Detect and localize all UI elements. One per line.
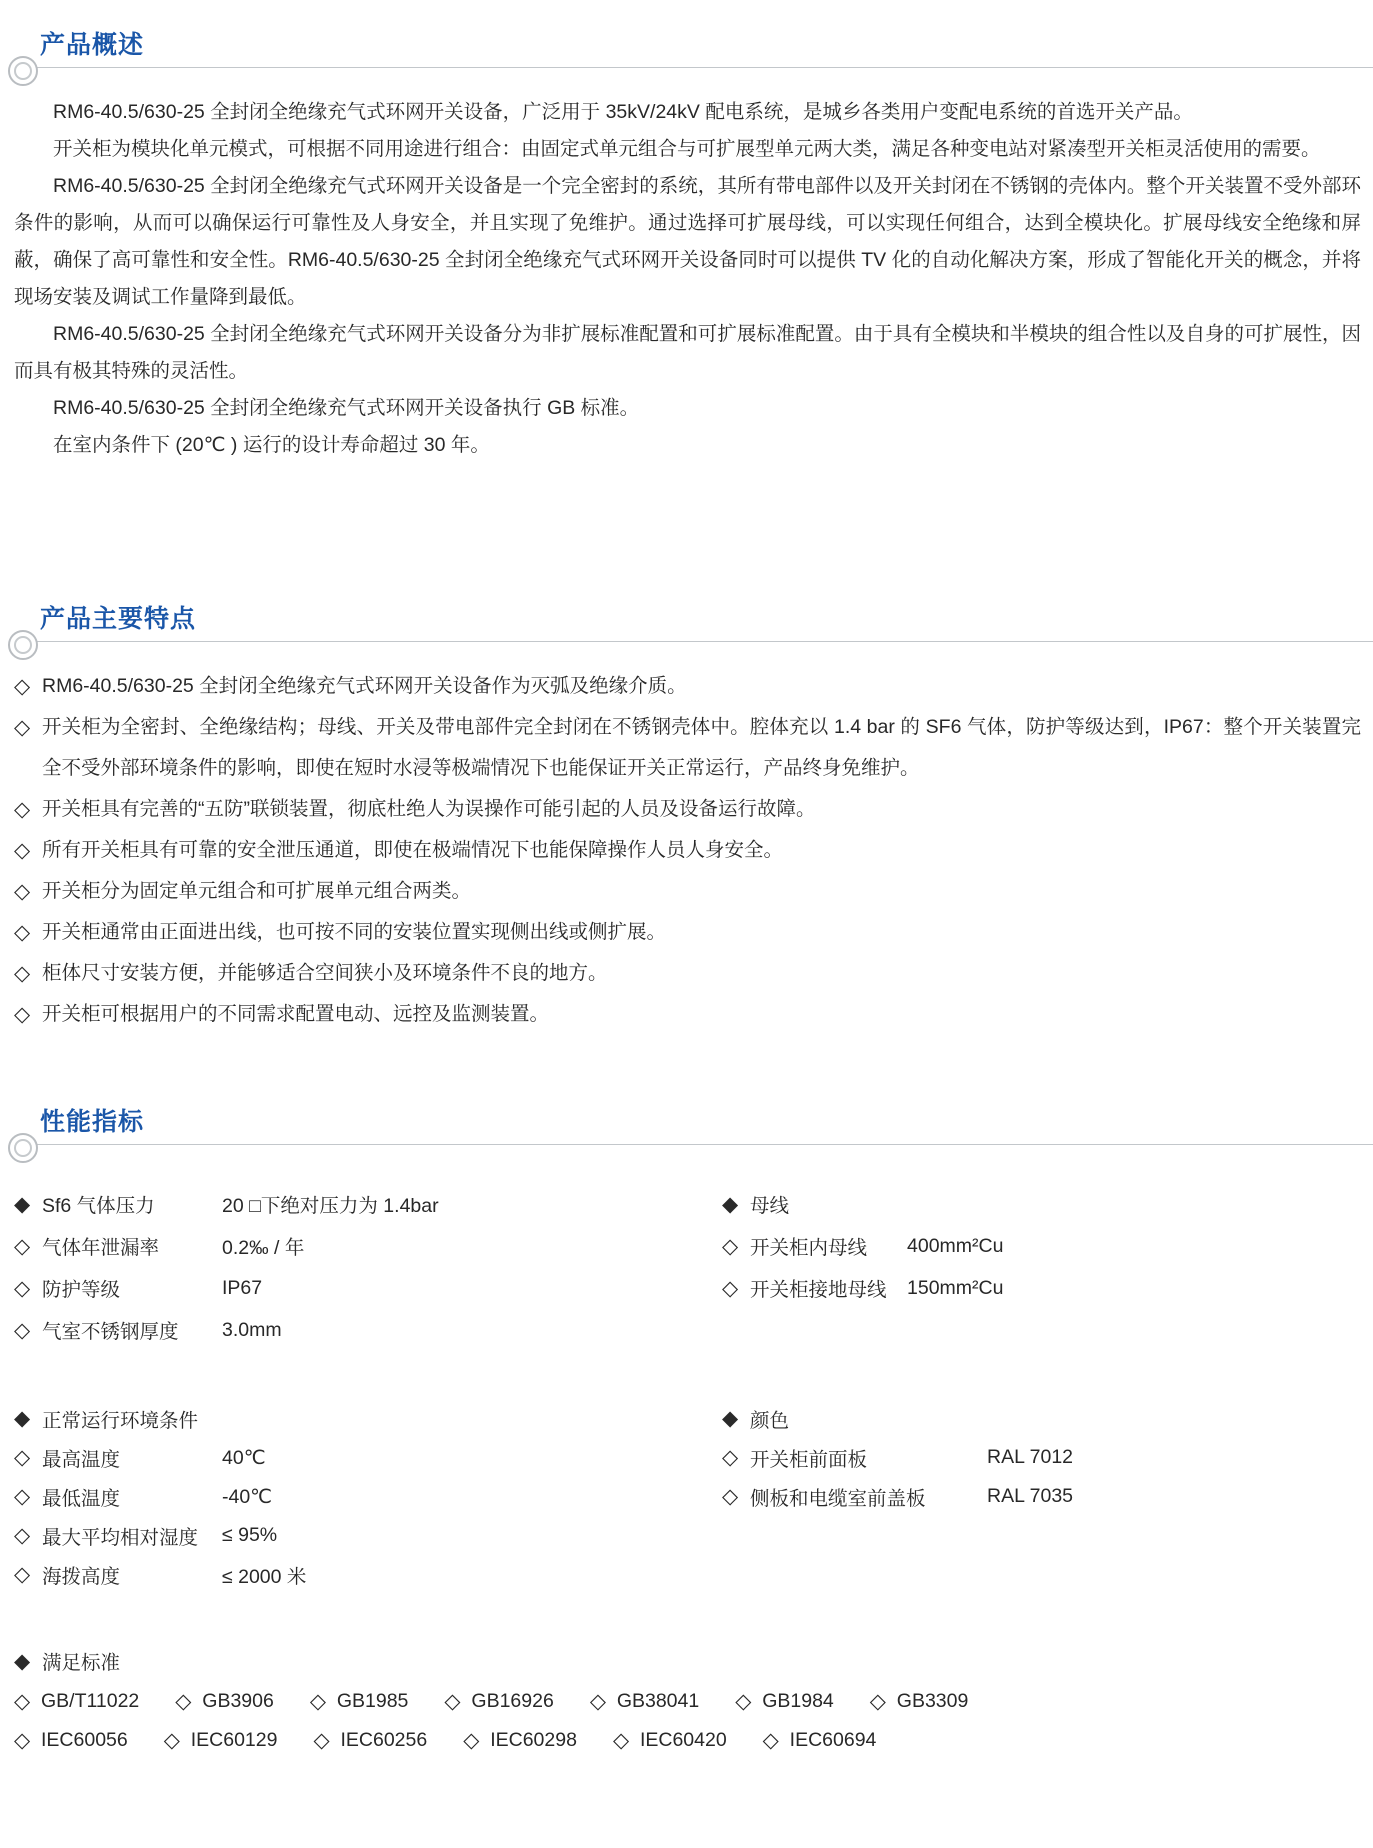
feature-text: 开关柜为全密封、全绝缘结构；母线、开关及带电部件完全封闭在不锈钢壳体中。腔体充以 1.4 bar 的 SF6 气体，防护等级达到，IP67：整个开关装置完全不受外部环境条件的影响，即使在短时水浸等极端情况下也能保证开关正常运行，产品终身免维护。 (42, 716, 1361, 779)
spec-label: 最低温度 (42, 1487, 121, 1510)
feature-item (14, 666, 1361, 707)
diamond-icon: ◇ (14, 1485, 31, 1508)
spec-label: 开关柜接地母线 (750, 1279, 887, 1301)
spec-value: 20 □下绝对压力为 1.4bar (222, 1195, 439, 1217)
diamond-icon: ◇ (762, 1729, 779, 1752)
spec-row (14, 1309, 722, 1351)
standard-item (164, 1728, 278, 1753)
feature-item (14, 830, 1361, 871)
standard-item (613, 1728, 727, 1753)
diamond-filled-icon: ◆ (722, 1407, 739, 1430)
section-divider (12, 641, 1373, 642)
spec-value: 40℃ (222, 1446, 266, 1469)
overview-paragraph: RM6-40.5/630-25 全封闭全绝缘充气式环网开关设备执行 GB 标准。 (53, 397, 640, 419)
diamond-icon: ◇ (14, 880, 31, 903)
spec-row (14, 1183, 722, 1225)
diamond-icon: ◇ (722, 1276, 739, 1300)
spec-label: 侧板和电缆室前盖板 (750, 1487, 926, 1510)
overview-body (14, 94, 1361, 464)
standard-code: GB16926 (471, 1690, 554, 1712)
diamond-icon: ◇ (14, 1446, 31, 1469)
feature-text: 开关柜分为固定单元组合和可扩展单元组合两类。 (42, 880, 472, 902)
spec-group-title: 满足标准 (42, 1652, 121, 1674)
section-features-header (0, 604, 1373, 642)
standard-item (870, 1689, 969, 1714)
diamond-icon: ◇ (869, 1690, 886, 1713)
spec-group-header (722, 1183, 1361, 1225)
spec-value: 400mm²Cu (907, 1234, 1004, 1257)
standard-code: GB/T11022 (41, 1690, 140, 1712)
feature-item (14, 994, 1361, 1035)
spec-column-environment (14, 1399, 722, 1594)
diamond-icon: ◇ (14, 1524, 31, 1547)
standards-row-iec (14, 1721, 1361, 1760)
diamond-icon: ◇ (309, 1690, 326, 1713)
diamond-icon: ◇ (14, 1276, 31, 1300)
spec-group-header (14, 1640, 1361, 1682)
diamond-icon: ◇ (735, 1690, 752, 1713)
standard-item (463, 1728, 577, 1753)
standard-item (444, 1689, 553, 1714)
diamond-icon: ◇ (313, 1729, 330, 1752)
diamond-icon: ◇ (14, 1563, 31, 1586)
feature-item (14, 789, 1361, 830)
standard-code: GB1985 (336, 1690, 409, 1712)
spec-row (722, 1477, 1361, 1516)
spec-label: 气体年泄漏率 (42, 1237, 160, 1259)
standard-item (14, 1689, 139, 1714)
diamond-icon: ◇ (14, 675, 31, 698)
spec-value: ≤ 2000 米 (222, 1565, 307, 1588)
feature-text: 所有开关柜具有可靠的安全泄压通道，即使在极端情况下也能保障操作人员人身安全。 (42, 839, 784, 861)
feature-item (14, 707, 1361, 789)
spec-row (722, 1438, 1361, 1477)
section-ring-icon (8, 1133, 38, 1163)
spec-label: 最高温度 (42, 1448, 121, 1471)
diamond-icon: ◇ (14, 1729, 31, 1752)
standard-code: IEC60298 (490, 1729, 577, 1751)
diamond-filled-icon: ◆ (722, 1192, 739, 1216)
feature-text: 柜体尺寸安装方便，并能够适合空间狭小及环境条件不良的地方。 (42, 962, 608, 984)
overview-paragraph: 在室内条件下 (20℃ ) 运行的设计寿命超过 30 年。 (53, 434, 490, 456)
diamond-icon: ◇ (14, 921, 31, 944)
standard-item (735, 1689, 834, 1714)
feature-text: 开关柜具有完善的“五防”联锁装置，彻底杜绝人为误操作可能引起的人员及设备运行故障。 (42, 798, 816, 820)
diamond-icon: ◇ (14, 1234, 31, 1258)
diamond-filled-icon: ◆ (14, 1649, 31, 1673)
standard-code: GB3309 (896, 1690, 969, 1712)
spec-group-title: 颜色 (750, 1409, 790, 1432)
spec-label: 气室不锈钢厚度 (42, 1321, 179, 1343)
standard-code: IEC60694 (789, 1729, 877, 1751)
standards-row-gb (14, 1682, 1361, 1721)
standard-item (313, 1728, 427, 1753)
diamond-icon: ◇ (14, 962, 31, 985)
feature-item (14, 912, 1361, 953)
feature-item (14, 871, 1361, 912)
spec-column-busbar (722, 1183, 1361, 1351)
diamond-icon: ◇ (722, 1485, 739, 1508)
section-ring-icon (8, 56, 38, 86)
spec-row (14, 1267, 722, 1309)
spec-row (14, 1516, 722, 1555)
diamond-icon: ◇ (444, 1690, 461, 1713)
feature-text: RM6-40.5/630-25 全封闭全绝缘充气式环网开关设备作为灭弧及绝缘介质。 (42, 675, 687, 697)
section-title-overview: 产品概述 (40, 31, 145, 59)
feature-text: 开关柜通常由正面进出线，也可按不同的安装位置实现侧出线或侧扩展。 (42, 921, 667, 943)
section-divider (12, 67, 1373, 68)
spec-group-header (722, 1399, 1361, 1438)
standard-code: GB1984 (762, 1690, 834, 1712)
standard-code: GB3906 (202, 1690, 274, 1712)
spec-row (14, 1225, 722, 1267)
spec-row (14, 1438, 722, 1477)
diamond-icon: ◇ (612, 1729, 630, 1752)
overview-paragraph: 开关柜为模块化单元模式，可根据不同用途进行组合：由固定式单元组合与可扩展型单元两大类，满足各种变电站对紧凑型开关柜灵活使用的需要。 (53, 138, 1321, 160)
spec-value: 3.0mm (222, 1318, 282, 1341)
spec-band-gas-busbar (14, 1183, 1361, 1351)
standard-item (175, 1689, 274, 1714)
overview-paragraph: RM6-40.5/630-25 全封闭全绝缘充气式环网开关设备分为非扩展标准配置和可扩展标准配置。由于具有全模块和半模块的组合性以及自身的可扩展性，因而具有极其特殊的灵活性。 (14, 323, 1361, 382)
spec-group-header (14, 1399, 722, 1438)
standard-code: GB38041 (616, 1690, 700, 1712)
spec-value: IP67 (222, 1276, 263, 1299)
diamond-filled-icon: ◆ (14, 1192, 31, 1216)
standard-item (590, 1689, 699, 1714)
section-title-performance: 性能指标 (40, 1108, 145, 1136)
spec-row (722, 1267, 1361, 1309)
diamond-icon: ◇ (722, 1234, 739, 1258)
standard-code: IEC60420 (639, 1729, 727, 1751)
spec-row (14, 1477, 722, 1516)
overview-paragraph: RM6-40.5/630-25 全封闭全绝缘充气式环网开关设备，广泛用于 35kV/24kV 配电系统，是城乡各类用户变配电系统的首选开关产品。 (53, 101, 1193, 123)
spec-band-standards (14, 1640, 1361, 1760)
feature-item (14, 953, 1361, 994)
spec-label: Sf6 气体压力 (42, 1195, 155, 1217)
spec-label: 海拨高度 (42, 1565, 121, 1588)
spec-group-title: 母线 (750, 1195, 790, 1217)
standard-code: IEC60256 (340, 1729, 428, 1751)
diamond-icon: ◇ (722, 1446, 739, 1469)
diamond-icon: ◇ (589, 1690, 606, 1713)
spec-value: RAL 7012 (987, 1446, 1074, 1468)
spec-value: ≤ 95% (222, 1524, 278, 1546)
diamond-icon: ◇ (14, 798, 31, 821)
spec-value: RAL 7035 (987, 1485, 1074, 1507)
section-overview-header (0, 0, 1373, 68)
standard-item (14, 1728, 128, 1753)
overview-paragraph: RM6-40.5/630-25 全封闭全绝缘充气式环网开关设备是一个完全密封的系统，其所有带电部件以及开关封闭在不锈钢的壳体内。整个开关装置不受外部环条件的影响，从而可以确保运行可靠性及人身安全，并且实现了免维护。通过选择可扩展母线，可以实现任何组合，达到全模块化。扩展母线安全绝缘和屏蔽，确保了高可靠性和安全性。RM6-40.5/630-25 全封闭全绝缘充气式环网开关设备同时可以提供 TV 化的自动化解决方案，形成了智能化开关的概念，并将现场安装及调试工作量降到最低。 (14, 175, 1361, 308)
section-performance-header (0, 1107, 1373, 1145)
features-list (14, 666, 1361, 1035)
section-divider (12, 1144, 1373, 1145)
spec-label: 防护等级 (42, 1279, 121, 1301)
diamond-icon: ◇ (14, 1690, 31, 1713)
standard-item (763, 1728, 877, 1753)
spec-value: 150mm²Cu (907, 1276, 1004, 1299)
spec-value: -40℃ (222, 1485, 273, 1508)
spec-row (722, 1225, 1361, 1267)
standard-item (310, 1689, 409, 1714)
diamond-icon: ◇ (14, 716, 31, 739)
spec-column-gas (14, 1183, 722, 1351)
diamond-icon: ◇ (14, 1003, 31, 1026)
spec-label: 开关柜内母线 (750, 1237, 868, 1259)
diamond-icon: ◇ (14, 1318, 31, 1342)
standard-code: IEC60056 (41, 1729, 128, 1751)
diamond-filled-icon: ◆ (14, 1407, 31, 1430)
diamond-icon: ◇ (163, 1729, 180, 1752)
standard-code: IEC60129 (190, 1729, 278, 1751)
spec-row (14, 1555, 722, 1594)
section-ring-icon (8, 630, 38, 660)
section-title-features: 产品主要特点 (40, 605, 197, 633)
diamond-icon: ◇ (175, 1690, 192, 1713)
spec-label: 开关柜前面板 (750, 1448, 868, 1471)
diamond-icon: ◇ (463, 1729, 480, 1752)
diamond-icon: ◇ (14, 839, 31, 862)
spec-band-environment-color (14, 1399, 1361, 1594)
feature-text: 开关柜可根据用户的不同需求配置电动、远控及监测装置。 (42, 1003, 550, 1025)
spec-value: 0.2‰ / 年 (222, 1237, 305, 1259)
spec-group-title: 正常运行环境条件 (42, 1409, 199, 1432)
spec-column-color (722, 1399, 1361, 1594)
spec-label: 最大平均相对湿度 (42, 1526, 199, 1549)
